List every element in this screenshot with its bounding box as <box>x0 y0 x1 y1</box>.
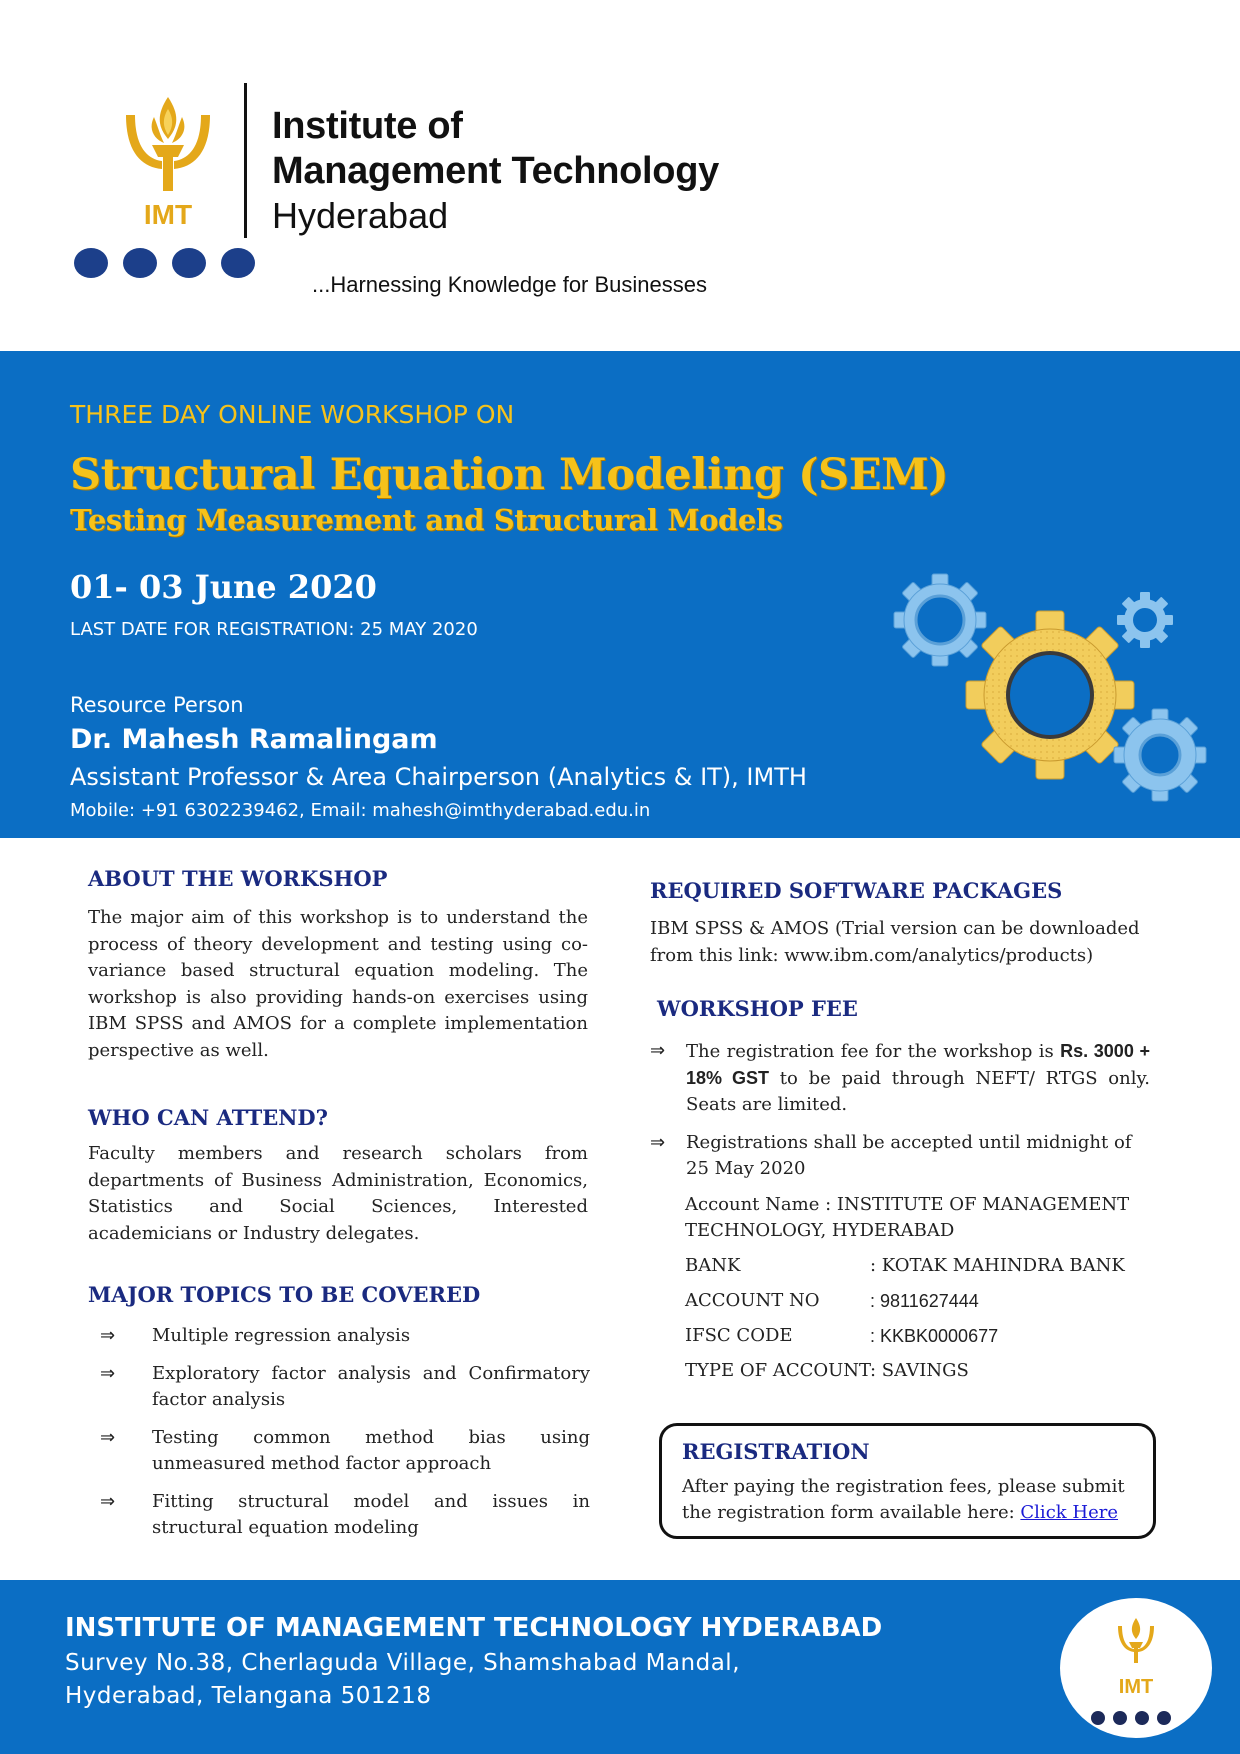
arrow-bullet-icon: ⇒ <box>100 1363 116 1384</box>
account-key: TYPE OF ACCOUNT <box>685 1360 872 1381</box>
imt-emblem-icon <box>1060 1598 1212 1738</box>
fee-list <box>650 1038 1150 1182</box>
about-heading: ABOUT THE WORKSHOP <box>88 866 388 891</box>
account-details <box>685 1192 1155 1393</box>
list-item <box>100 1425 590 1477</box>
imt-emblem-logo <box>118 95 218 235</box>
account-row <box>685 1288 1155 1314</box>
list-item <box>100 1361 590 1413</box>
arrow-bullet-icon: ⇒ <box>100 1325 116 1346</box>
footer-logo-badge <box>1060 1598 1212 1738</box>
topics-list <box>100 1323 590 1553</box>
logo-line-city: Hyderabad <box>272 195 449 236</box>
registration-heading: REGISTRATION <box>682 1439 870 1464</box>
registration-link[interactable]: Click Here <box>1020 1502 1119 1523</box>
emblem-text: IMT <box>143 199 193 230</box>
list-item <box>650 1130 1150 1182</box>
gears-icon <box>880 560 1220 810</box>
fee-text-part: The registration fee for the workshop is <box>686 1041 1061 1062</box>
account-row <box>685 1253 1155 1279</box>
footer-address-line1: Survey No.38, Cherlaguda Village, Shamshabad Mandal, <box>65 1650 741 1676</box>
attend-heading: WHO CAN ATTEND? <box>88 1105 328 1130</box>
account-value: : SAVINGS <box>870 1360 969 1381</box>
registration-cutoff-text: Registrations shall be accepted until midnight of 25 May 2020 <box>686 1132 1132 1179</box>
list-item <box>100 1323 590 1349</box>
logo-divider <box>244 83 247 238</box>
tagline: ...Harnessing Knowledge for Businesses <box>312 272 707 297</box>
account-row <box>685 1323 1155 1349</box>
logo-dot <box>172 248 206 278</box>
logo-line-institute: Institute of <box>272 105 463 147</box>
footer-address-line2: Hyderabad, Telangana 501218 <box>65 1683 432 1709</box>
about-text: The major aim of this workshop is to understand the process of theory development and testing using co-variance based structural equation modeling. The workshop is also providing hands-on exercises using IBM SPSS and AMOS for a complete implementation perspective as well. <box>88 907 588 1061</box>
account-value: : KKBK0000677 <box>870 1326 999 1346</box>
software-text: IBM SPSS & AMOS (Trial version can be downloaded from this link: www.ibm.com/analytics/products) <box>650 918 1140 966</box>
resource-person-name: Dr. Mahesh Ramalingam <box>70 724 438 755</box>
account-name: Account Name : INSTITUTE OF MANAGEMENT TECHNOLOGY, HYDERABAD <box>685 1194 1130 1241</box>
list-item <box>100 1489 590 1541</box>
account-value: : KOTAK MAHINDRA BANK <box>870 1255 1125 1276</box>
footer-badge-text: IMT <box>1118 1676 1154 1698</box>
resource-person-label: Resource Person <box>70 693 244 717</box>
workshop-title: Structural Equation Modeling (SEM) <box>70 450 949 500</box>
software-heading: REQUIRED SOFTWARE PACKAGES <box>650 878 1063 903</box>
topic-text: Exploratory factor analysis and Confirmatory factor analysis <box>152 1363 590 1410</box>
arrow-bullet-icon: ⇒ <box>100 1427 116 1448</box>
arrow-bullet-icon: ⇒ <box>650 1132 666 1153</box>
account-row <box>685 1358 1155 1384</box>
resource-person-designation: Assistant Professor & Area Chairperson (Analytics & IT), IMTH <box>70 763 807 791</box>
registration-instructions: After paying the registration fees, please submit the registration form available here: <box>682 1476 1125 1523</box>
account-key: BANK <box>685 1255 741 1276</box>
workshop-dates: 01- 03 June 2020 <box>70 568 377 606</box>
logo-dot <box>221 248 255 278</box>
arrow-bullet-icon: ⇒ <box>100 1491 116 1512</box>
arrow-bullet-icon: ⇒ <box>650 1040 666 1061</box>
topic-text: Multiple regression analysis <box>152 1325 411 1346</box>
logo-dot <box>123 248 157 278</box>
resource-person-contact: Mobile: +91 6302239462, Email: mahesh@imthyderabad.edu.in <box>70 800 651 821</box>
attend-text: Faculty members and research scholars from departments of Business Administration, Economics, Statistics and Social Sciences, Interested academicians or Industry delegates. <box>88 1143 588 1244</box>
logo-dot <box>74 248 108 278</box>
topic-text: Testing common method bias using unmeasured method factor approach <box>152 1427 590 1474</box>
registration-text <box>682 1474 1142 1526</box>
logo-dots <box>74 248 255 278</box>
topics-heading: MAJOR TOPICS TO BE COVERED <box>88 1282 481 1307</box>
account-value: : 9811627444 <box>870 1291 979 1311</box>
workshop-subtitle: Testing Measurement and Structural Models <box>70 503 783 537</box>
logo-line-management: Management Technology <box>272 150 719 192</box>
account-key: ACCOUNT NO <box>685 1290 820 1311</box>
footer-institute-name: INSTITUTE OF MANAGEMENT TECHNOLOGY HYDERABAD <box>65 1613 883 1643</box>
fee-text-part: to be paid through NEFT/ RTGS only. Seats are limited. <box>686 1068 1150 1115</box>
list-item <box>650 1038 1150 1118</box>
fee-heading: WORKSHOP FEE <box>657 996 858 1021</box>
topic-text: Fitting structural model and issues in structural equation modeling <box>152 1491 590 1538</box>
account-key: IFSC CODE <box>685 1325 793 1346</box>
registration-deadline: LAST DATE FOR REGISTRATION: 25 MAY 2020 <box>70 619 478 640</box>
workshop-kicker: THREE DAY ONLINE WORKSHOP ON <box>70 400 515 429</box>
fee-amount-text <box>686 1038 1150 1118</box>
fee-amount: Rs. 3000 + 18% GST <box>686 1041 1150 1088</box>
